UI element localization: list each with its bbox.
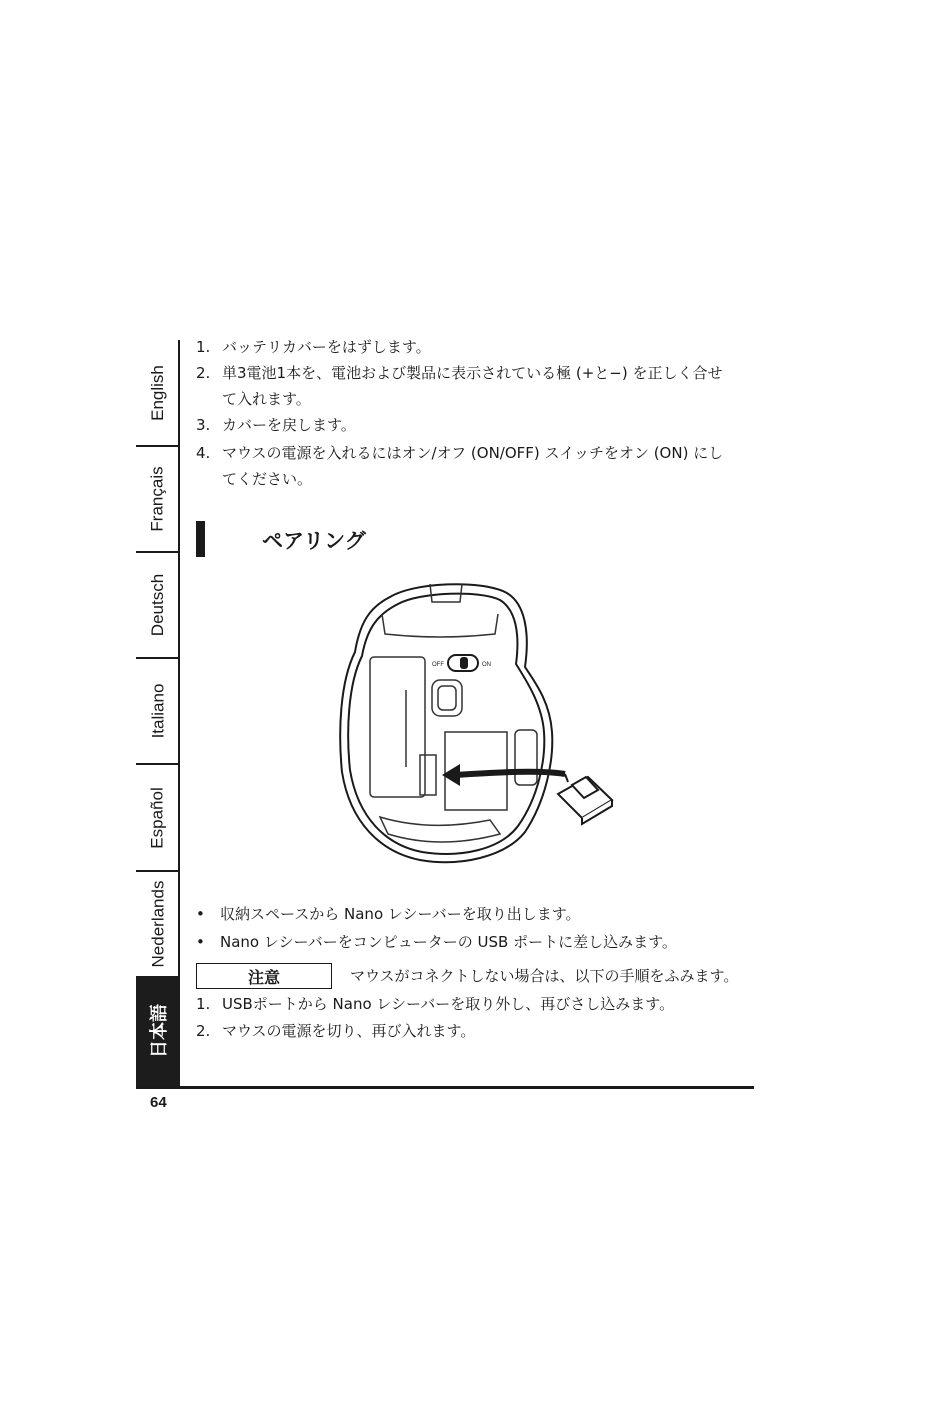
lang-tab-espanol[interactable]	[136, 765, 180, 870]
step-4	[196, 440, 756, 466]
note-text: マウスがコネクトしない場合は、以下の手順をふみます。	[350, 967, 739, 985]
section-marker	[196, 521, 205, 557]
note-item-2	[196, 1018, 756, 1044]
tab-edge	[178, 340, 180, 445]
lang-tab-italiano[interactable]	[136, 659, 180, 763]
switch-off-label: OFF	[432, 662, 444, 668]
mouse-details	[370, 584, 537, 842]
step-4-continuation: てください。	[222, 470, 313, 488]
step-2	[196, 360, 756, 386]
note-label: 注意	[247, 967, 280, 987]
step-text: バッテリカバーをはずします。	[222, 338, 431, 356]
step-2-continuation: て入れます。	[222, 390, 311, 408]
step-number: 2.	[196, 364, 211, 382]
lang-tab-label: 日本語	[149, 1004, 169, 1058]
note-item-text: USBポートから Nano レシーバーを取り外し、再びさし込みます。	[222, 995, 675, 1013]
bullet-text: 収納スペースから Nano レシーバーを取り出します。	[220, 905, 581, 923]
nano-receiver	[558, 777, 612, 824]
step-text: マウスの電源を入れるにはオン/オフ (ON/OFF) スイッチをオン (ON) にし	[222, 444, 724, 462]
tab-edge	[178, 872, 180, 976]
section-title: ペアリング	[262, 529, 366, 553]
note-item-1	[196, 991, 756, 1017]
lang-tab-nederlands[interactable]	[136, 872, 180, 976]
bullet-icon: •	[196, 905, 205, 923]
step-number: 1.	[196, 338, 211, 356]
tab-edge	[178, 553, 180, 657]
lang-tab-label: Français	[148, 466, 167, 532]
step-number: 3.	[196, 416, 211, 434]
list-item	[196, 929, 677, 955]
lang-tab-label: Nederlands	[148, 880, 168, 968]
lang-tab-francais[interactable]	[136, 447, 180, 551]
mouse-body-outline	[340, 584, 552, 862]
switch-on-label: ON	[482, 662, 491, 668]
page-number: 64	[150, 1094, 167, 1111]
power-switch	[432, 655, 491, 671]
bullet-icon: •	[196, 933, 205, 951]
lang-tab-japanese[interactable]	[136, 976, 180, 1086]
lang-tab-label: Deutsch	[148, 573, 167, 637]
lang-tab-deutsch[interactable]	[136, 553, 180, 657]
lang-tab-label: Español	[148, 786, 167, 849]
lang-tab-english[interactable]	[136, 340, 180, 445]
bullet-text: Nano レシーバーをコンピューターの USB ポートに差し込みます。	[220, 933, 677, 951]
tab-edge	[178, 447, 180, 551]
lang-tab-label: English	[148, 364, 168, 421]
step-1	[196, 334, 756, 360]
note-item-number: 1.	[196, 995, 211, 1013]
note-label-box	[196, 963, 332, 989]
mouse-pairing-illustration	[320, 572, 630, 872]
footer-rule	[136, 1086, 754, 1089]
lang-tab-label: Italiano	[148, 683, 168, 739]
receiver-slot	[420, 755, 436, 795]
step-text: 単3電池1本を、電池および製品に表示されている極 (+と−) を正しく合せ	[222, 364, 723, 382]
tab-edge	[178, 765, 180, 870]
list-item	[196, 901, 581, 927]
step-number: 4.	[196, 444, 211, 462]
tab-edge	[178, 659, 180, 763]
battery-compartment	[370, 657, 425, 797]
step-3	[196, 412, 756, 438]
note-item-text: マウスの電源を切り、再び入れます。	[222, 1022, 476, 1040]
step-text: カバーを戻します。	[222, 416, 356, 434]
note-item-number: 2.	[196, 1022, 211, 1040]
